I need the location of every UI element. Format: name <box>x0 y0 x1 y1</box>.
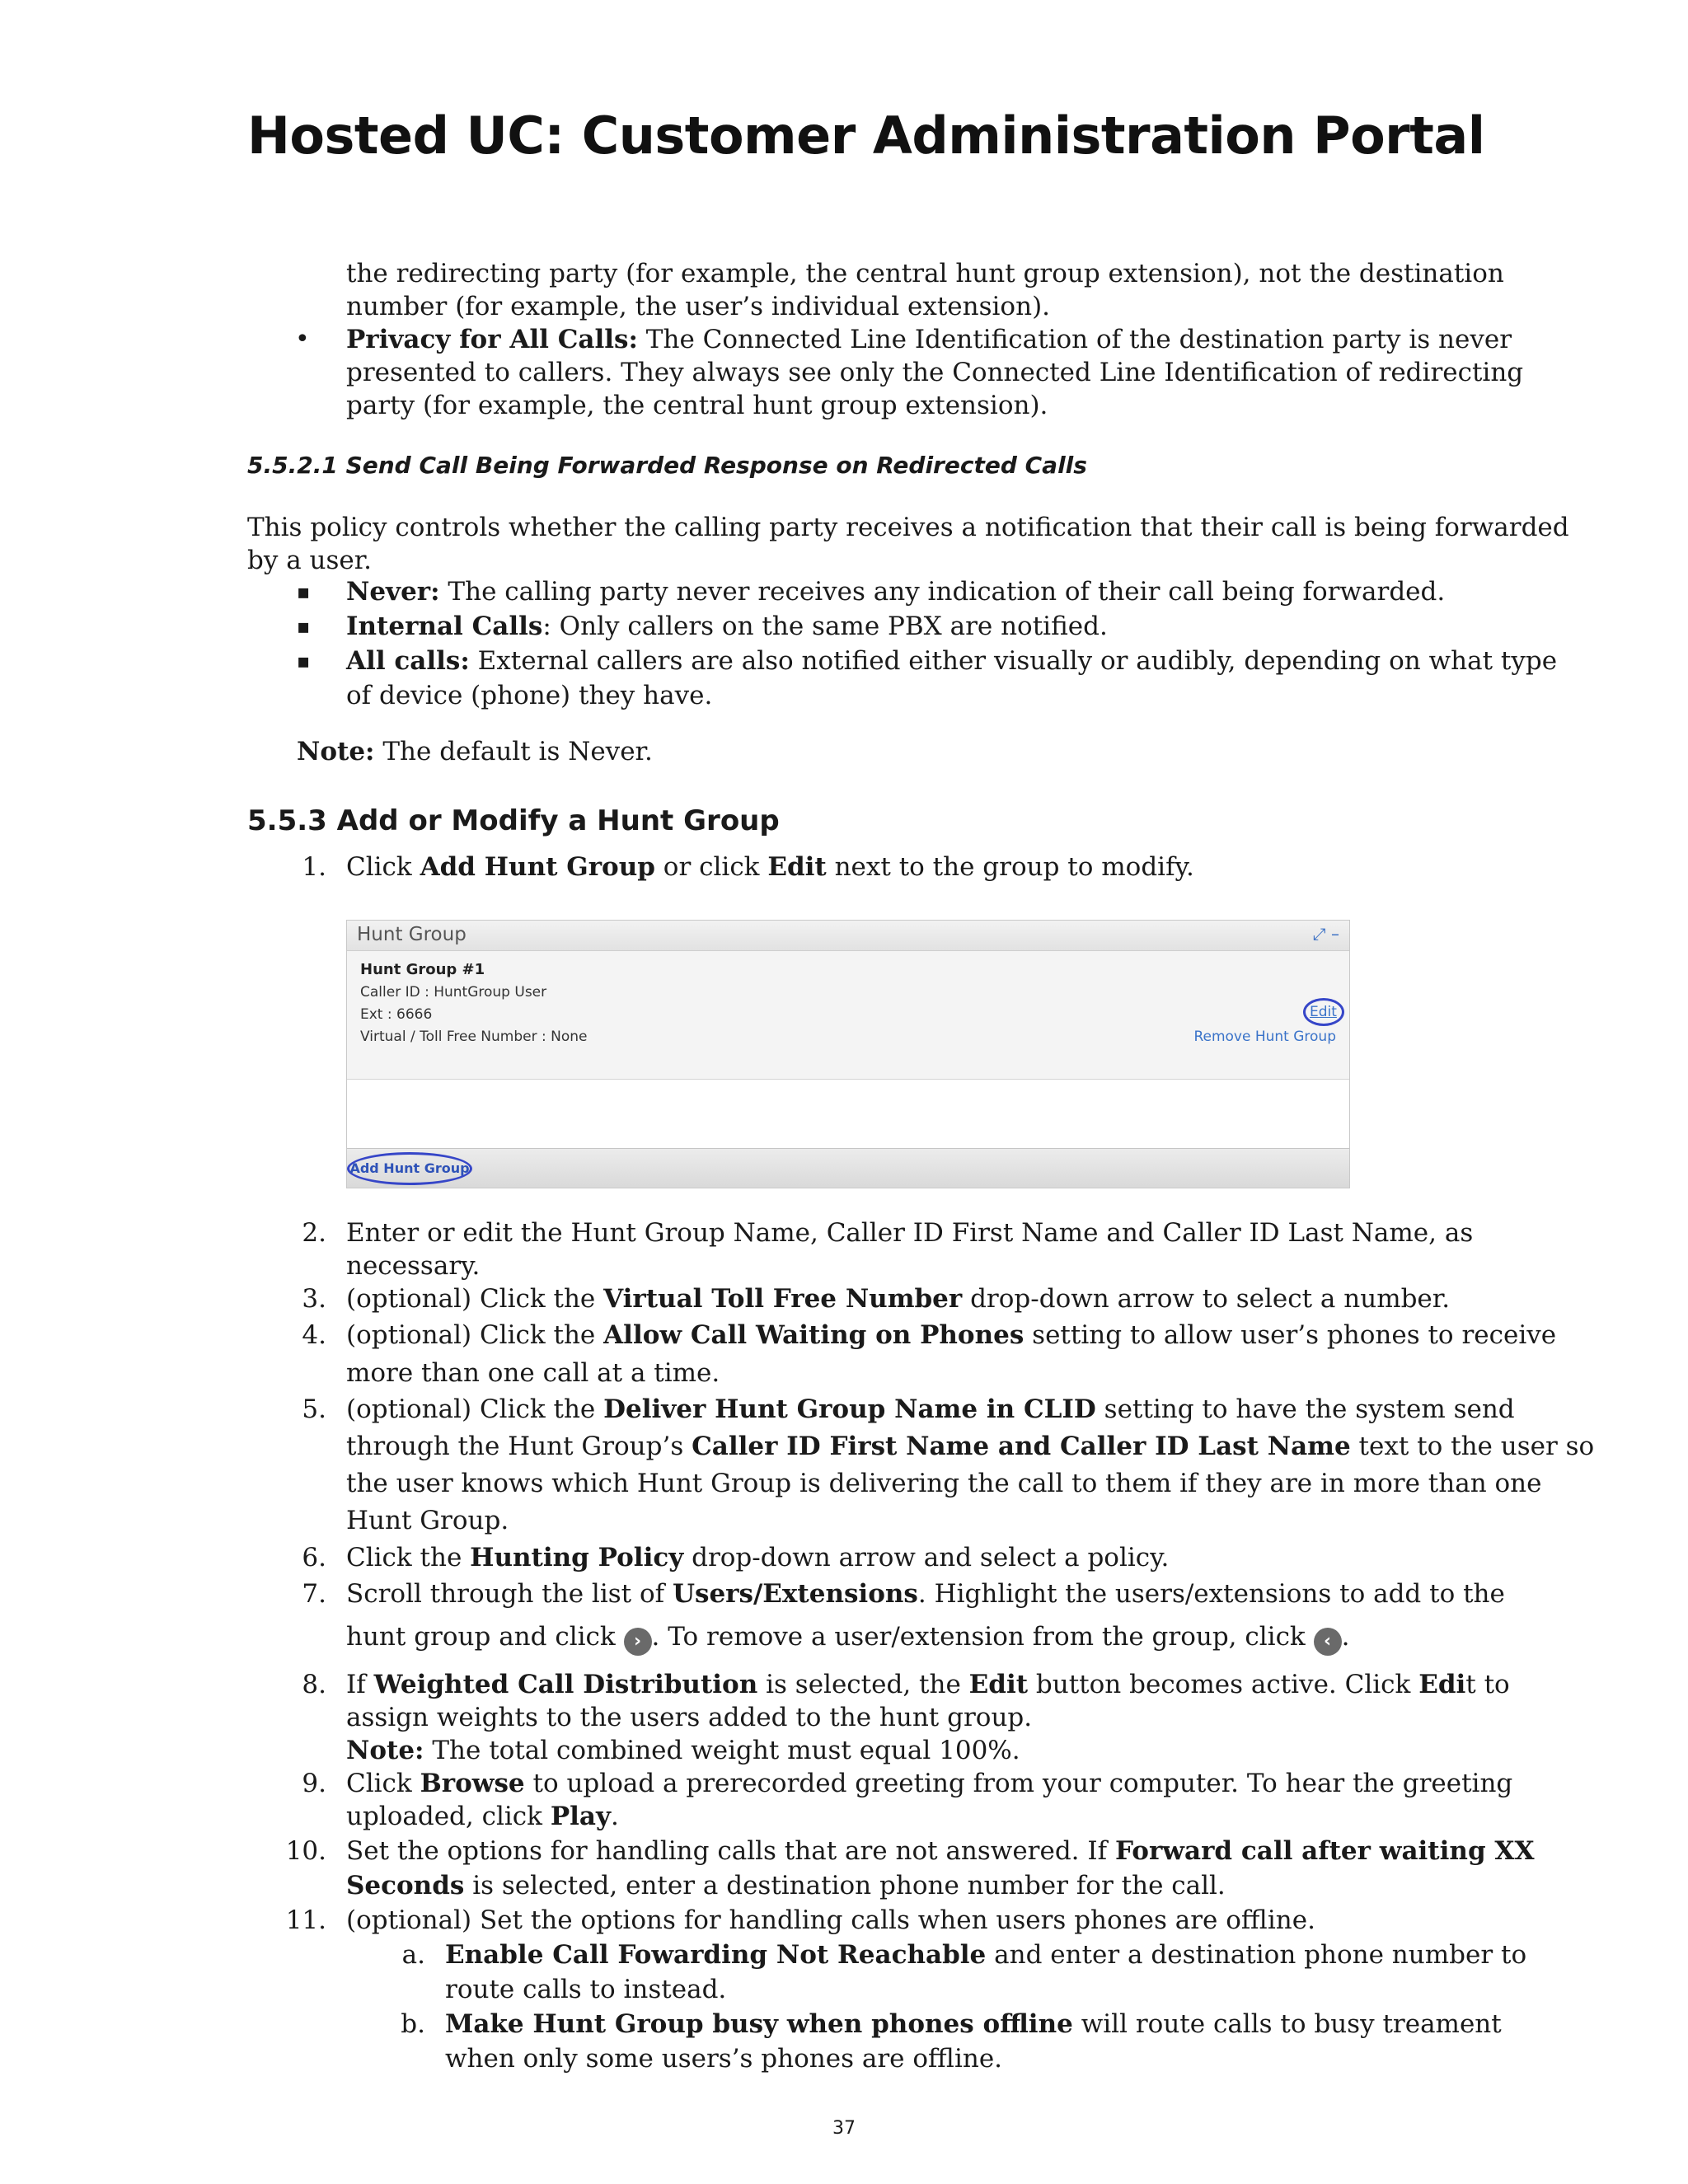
step-number: 1. <box>302 852 326 882</box>
privacy-all-calls-label: Privacy for All Calls: <box>346 325 638 354</box>
step-9-line-1: Click Browse to upload a prerecorded greeting from your computer. To hear the greeting <box>346 1769 1513 1798</box>
option-all-calls-line-1: All calls: External callers are also notified either visually or audibly, depending on what type <box>346 646 1558 676</box>
step-11a-line-1: Enable Call Fowarding Not Reachable and enter a destination phone number to <box>445 1940 1527 1970</box>
step-4-line-1: (optional) Click the Allow Call Waiting on Phones setting to allow user’s phones to receive <box>346 1320 1557 1350</box>
hunt-group-screenshot <box>346 920 1350 1188</box>
step-10-line-1: Set the options for handling calls that are not answered. If Forward call after waiting XX <box>346 1836 1535 1866</box>
remove-hunt-group-link[interactable]: Remove Hunt Group <box>1193 1029 1336 1045</box>
hunt-group-name: Hunt Group #1 <box>360 961 485 978</box>
remove-user-arrow-icon: ‹ <box>1314 1628 1342 1656</box>
privacy-all-calls-line-3: party (for example, the central hunt group extension). <box>346 391 1048 420</box>
option-all-calls-line-2: of device (phone) they have. <box>346 681 713 710</box>
step-6: Click the Hunting Policy drop-down arrow and select a policy. <box>346 1543 1170 1572</box>
step-3: (optional) Click the Virtual Toll Free Number drop-down arrow to select a number. <box>346 1284 1451 1314</box>
bullet-marker: • <box>295 325 310 354</box>
step-number: 10. <box>285 1836 326 1866</box>
step-7-line-1: Scroll through the list of Users/Extensions. Highlight the users/extensions to add to the <box>346 1579 1505 1609</box>
expand-collapse-icon[interactable]: ⤢ – <box>1312 924 1339 944</box>
virtual-toll-free-number: Virtual / Toll Free Number : None <box>360 1029 588 1045</box>
panel-header <box>347 921 1349 951</box>
step-number: 11. <box>285 1905 326 1935</box>
panel-title: Hunt Group <box>357 924 467 945</box>
intro-continuation-line-1: the redirecting party (for example, the central hunt group extension), not the destination <box>346 259 1504 288</box>
policy-paragraph-line-2: by a user. <box>247 546 373 575</box>
step-7-line-2: hunt group and click › . To remove a user/extension from the group, click ‹ . <box>346 1620 1349 1656</box>
step-number: 4. <box>302 1320 326 1350</box>
step-number: 8. <box>302 1670 326 1699</box>
step-11b-line-1: Make Hunt Group busy when phones offline will route calls to busy treament <box>445 2009 1502 2039</box>
step-number: 6. <box>302 1543 326 1572</box>
option-internal-calls: Internal Calls: Only callers on the same PBX are notified. <box>346 612 1108 641</box>
step-9-line-2: uploaded, click Play. <box>346 1802 619 1831</box>
step-1: Click Add Hunt Group or click Edit next to the group to modify. <box>346 852 1194 882</box>
step-number: 7. <box>302 1579 326 1609</box>
note-default-never: Note: The default is Never. <box>297 737 653 766</box>
step-number: 2. <box>302 1218 326 1248</box>
intro-continuation-line-2: number (for example, the user’s individual extension). <box>346 292 1051 321</box>
add-user-arrow-icon: › <box>624 1628 652 1656</box>
step-2-line-2: necessary. <box>346 1251 481 1281</box>
square-bullet-marker: ▪ <box>297 649 311 673</box>
hunt-group-entry <box>347 951 1349 1080</box>
step-11a-line-2: route calls to instead. <box>445 1975 727 2004</box>
extension: Ext : 6666 <box>360 1006 433 1023</box>
section-heading-5-5-2-1: 5.5.2.1 Send Call Being Forwarded Response on Redirected Calls <box>247 452 1087 479</box>
step-4-line-2: more than one call at a time. <box>346 1358 720 1388</box>
privacy-all-calls-line-1: Privacy for All Calls: The Connected Line Identification of the destination party is never <box>346 325 1512 354</box>
caller-id: Caller ID : HuntGroup User <box>360 984 547 1001</box>
step-5-line-1: (optional) Click the Deliver Hunt Group Name in CLID setting to have the system send <box>346 1394 1515 1424</box>
page-title: Hosted UC: Customer Administration Portal <box>247 105 1485 166</box>
step-10-line-2: Seconds is selected, enter a destination phone number for the call. <box>346 1871 1226 1900</box>
step-number: 3. <box>302 1284 326 1314</box>
edit-link[interactable]: Edit <box>1310 1004 1337 1020</box>
step-5-line-3: the user knows which Hunt Group is delivering the call to them if they are in more than one <box>346 1469 1542 1498</box>
page-number: 37 <box>832 2118 856 2139</box>
step-5-line-2: through the Hunt Group’s Caller ID First Name and Caller ID Last Name text to the user so <box>346 1432 1595 1461</box>
option-never: Never: The calling party never receives any indication of their call being forwarded. <box>346 577 1446 607</box>
square-bullet-marker: ▪ <box>297 580 311 603</box>
substep-letter: b. <box>401 2009 425 2039</box>
step-11b-line-2: when only some users’s phones are offline. <box>445 2044 1003 2074</box>
substep-letter: a. <box>401 1940 425 1970</box>
step-8-line-1: If Weighted Call Distribution is selected, the Edit button becomes active. Click Edit to <box>346 1670 1510 1699</box>
privacy-all-calls-line-2: presented to callers. They always see only the Connected Line Identification of redirecting <box>346 358 1524 387</box>
step-11: (optional) Set the options for handling calls when users phones are offline. <box>346 1905 1315 1935</box>
step-number: 9. <box>302 1769 326 1798</box>
step-2-line-1: Enter or edit the Hunt Group Name, Caller ID First Name and Caller ID Last Name, as <box>346 1218 1474 1248</box>
add-hunt-group-button[interactable]: Add Hunt Group <box>347 1152 472 1185</box>
policy-paragraph-line-1: This policy controls whether the calling party receives a notification that their call is being forwarded <box>247 513 1569 542</box>
step-number: 5. <box>302 1394 326 1424</box>
step-8-line-2: assign weights to the users added to the hunt group. <box>346 1703 1033 1732</box>
section-heading-5-5-3: 5.5.3 Add or Modify a Hunt Group <box>247 804 780 837</box>
square-bullet-marker: ▪ <box>297 615 311 638</box>
step-5-line-4: Hunt Group. <box>346 1506 509 1535</box>
step-8-note: Note: The total combined weight must equal 100%. <box>346 1736 1020 1765</box>
panel-footer <box>347 1148 1349 1188</box>
